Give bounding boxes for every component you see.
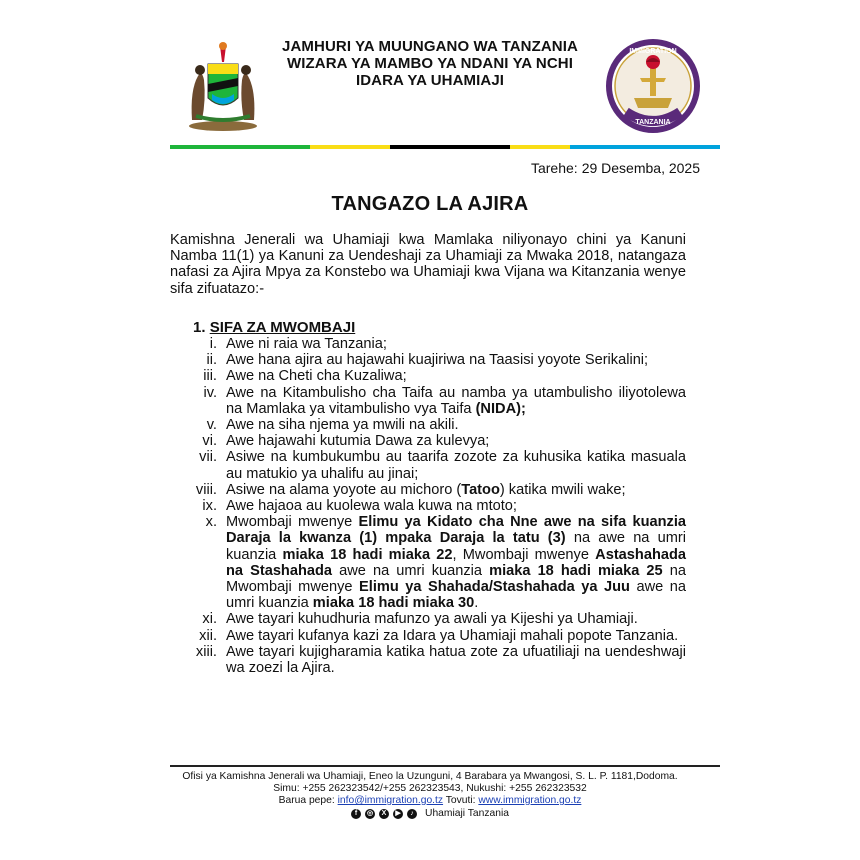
item-number: iii. (203, 368, 217, 385)
letterhead-line-2: WIZARA YA MAMBO YA NDANI YA NCHI (286, 55, 574, 72)
item-text-pre: Asiwe na alama yoyote au michoro ( (226, 481, 462, 498)
item-text-bold: miaka 18 hadi miaka 22 (282, 546, 453, 563)
item-text-part: . (474, 595, 479, 612)
item-number: xii. (199, 627, 217, 644)
item-number: ii. (206, 352, 217, 369)
flag-bar-yellow-2 (510, 145, 570, 149)
item-number: vii. (199, 449, 217, 466)
item-text-part: na awe na umri kuanzia (226, 530, 686, 563)
item-number: xiii. (195, 643, 217, 660)
item-number: vi. (202, 433, 217, 450)
list-item (170, 368, 686, 384)
item-number: xi. (202, 611, 217, 628)
item-number: x. (205, 514, 217, 531)
social-links (0, 808, 860, 820)
social-handle: Uhamiaji Tanzania (425, 808, 509, 819)
youtube-icon[interactable]: ▶ (393, 809, 403, 819)
list-item (170, 433, 686, 449)
item-text (226, 385, 686, 417)
list-item (170, 482, 686, 498)
item-text: Awe tayari kufanya kazi za Idara ya Uhamiaji mahali popote Tanzania. (226, 627, 679, 644)
footer-phone: Simu: +255 262323542/+255 262323543, Nukushi: +255 262323532 (273, 783, 587, 794)
email-link[interactable]: info@immigration.go.tz (337, 795, 444, 806)
item-text-part: awe na umri kuanzia (332, 562, 490, 579)
flag-color-bar (170, 145, 720, 149)
footer-contacts (0, 795, 860, 807)
email-label: Barua pepe: (278, 795, 335, 806)
tiktok-icon[interactable]: ♪ (407, 809, 417, 819)
flag-bar-black (390, 145, 510, 149)
item-text-main: Awe na Kitambulisho cha Taifa au namba ya utambulisho iliyotolewa na Mamlaka ya vitambulisho vya Taifa (226, 384, 686, 417)
item-number: v. (206, 417, 217, 434)
footer (0, 771, 860, 820)
flag-bar-yellow (310, 145, 390, 149)
item-text-part: na Mwombaji mwenye (226, 562, 686, 596)
item-text-post: ) katika mwili wake; (499, 481, 626, 498)
item-text: Awe na siha njema ya mwili na akili. (226, 417, 459, 434)
list-item (170, 644, 686, 676)
item-text-part: awe na umri kuanzia (226, 579, 686, 612)
section-title: SIFA ZA MWOMBAJI (209, 319, 356, 336)
item-number: iv. (203, 384, 217, 401)
list-item (170, 628, 686, 644)
item-text: Awe hana ajira au hajawahi kuajiriwa na Taasisi yoyote Serikalini; (226, 352, 649, 369)
item-text-bold: Elimu ya Kidato cha Nne awe na sifa kuanzia Daraja la kwanza (1) mpaka Daraja la tatu (3) (226, 514, 686, 547)
item-text-part: , Mwombaji mwenye (452, 546, 596, 563)
item-text (226, 514, 686, 611)
item-number: ix. (202, 498, 217, 515)
logo-text-top: IMMIGRATION (629, 48, 677, 55)
item-text-bold: Astashahada na Stashahada (226, 546, 687, 579)
letterhead-line-1: JAMHURI YA MUUNGANO WA TANZANIA (282, 38, 578, 55)
letterhead-line-3: IDARA YA UHAMIAJI (355, 72, 505, 89)
item-text-bold: miaka 18 hadi miaka 30 (312, 595, 475, 612)
item-text-bold: miaka 18 hadi miaka 25 (489, 562, 663, 579)
document-title: TANGAZO LA AJIRA (331, 193, 529, 215)
item-text: Asiwe na kumbukumbu au taarifa zozote za kuhusika katika masuala au matukio ya uhalifu au jinai; (226, 449, 686, 482)
list-item (170, 449, 686, 481)
item-number: i. (209, 336, 217, 352)
item-text: Awe hajawahi kutumia Dawa za kulevya; (226, 433, 490, 450)
list-item (170, 385, 686, 417)
x-icon[interactable]: X (379, 809, 389, 819)
item-text: Awe hajaoa au kuolewa wala kuwa na mtoto; (226, 498, 517, 515)
list-item (170, 498, 686, 514)
letterhead-titles (250, 38, 610, 89)
section-number: 1. (193, 319, 206, 336)
instagram-icon[interactable]: ◎ (366, 810, 374, 817)
requirements-list (170, 336, 686, 676)
item-text-bold: Elimu ya Shahada/Stashahada ya Juu (359, 579, 630, 596)
date-label: Tarehe: (530, 160, 578, 176)
flag-bar-green (170, 145, 310, 149)
list-item (170, 417, 686, 433)
item-text-part: Mwombaji mwenye (226, 514, 359, 531)
flag-bar-blue (570, 145, 720, 149)
logo-text-bottom: TANZANIA (635, 119, 671, 126)
immigration-logo-icon (606, 38, 700, 136)
footer-address: Ofisi ya Kamishna Jenerali wa Uhamiaji, Eneo la Uzunguni, 4 Barabara ya Mwangosi, S. L. P. 1181,Dodoma. (182, 771, 678, 782)
item-number: viii. (195, 481, 217, 498)
item-text: Awe na Cheti cha Kuzaliwa; (226, 368, 407, 385)
item-text-bold: (NIDA); (471, 400, 526, 417)
intro-paragraph: Kamishna Jenerali wa Uhamiaji kwa Mamlaka niliyonayo chini ya Kanuni Namba 11(1) ya Kanuni za Uendeshaji za Uhamiaji za Mwaka 2018, natangaza nafasi za Ajira Mpya za Konstebo wa Uhamiaji kwa Vijana wa Kitanzania wenye sifa zifuatazo:- (170, 232, 686, 297)
document-date (527, 160, 700, 176)
item-text (226, 482, 686, 498)
item-text: Awe ni raia wa Tanzania; (226, 336, 387, 352)
list-item (170, 352, 686, 368)
web-label: Tovuti: (445, 795, 476, 806)
list-item (170, 514, 686, 611)
item-text: Awe tayari kujigharamia katika hatua zote za ufuatiliaji na uendeshwaji wa zoezi la Ajira. (226, 643, 686, 677)
section-heading (193, 319, 355, 336)
list-item (170, 336, 686, 352)
list-item (170, 611, 686, 627)
facebook-icon[interactable]: f (351, 809, 361, 819)
date-value: 29 Desemba, 2025 (581, 160, 700, 176)
website-link[interactable]: www.immigration.go.tz (478, 795, 582, 806)
footer-divider (170, 765, 720, 767)
item-text: Awe tayari kuhudhuria mafunzo ya awali ya Kijeshi ya Uhamiaji. (226, 611, 638, 628)
item-text-bold: Tatoo (461, 481, 500, 498)
